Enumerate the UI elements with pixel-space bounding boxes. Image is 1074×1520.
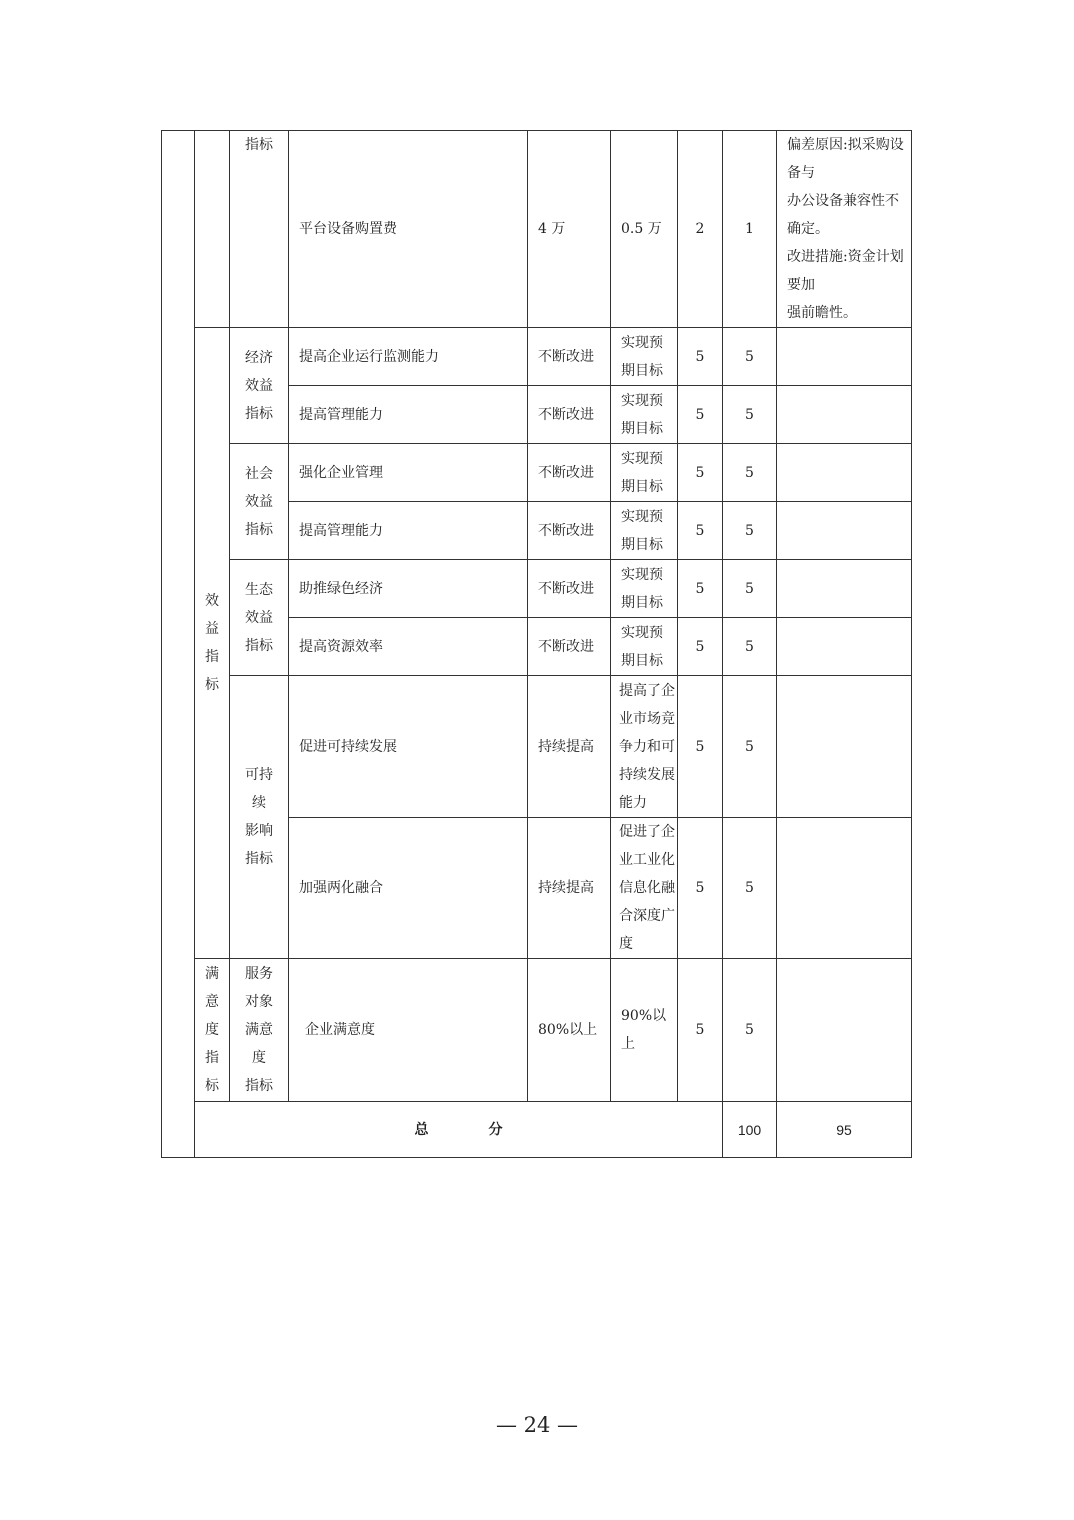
score-cell: 5 bbox=[723, 444, 777, 502]
target-cell: 不断改进 bbox=[528, 560, 611, 618]
satisfaction-group-label: 满 意 度 指 标 bbox=[195, 959, 230, 1102]
score-cell: 5 bbox=[723, 502, 777, 560]
table-row bbox=[162, 131, 912, 328]
indicator-cell: 强化企业管理 bbox=[289, 444, 528, 502]
tier1-cell bbox=[162, 131, 195, 1158]
table-row bbox=[162, 560, 912, 618]
actual-cell: 实现预 期目标 bbox=[611, 444, 678, 502]
score-cell: 1 bbox=[723, 131, 777, 328]
actual-cell: 实现预 期目标 bbox=[611, 618, 678, 676]
indicator-cell: 提高资源效率 bbox=[289, 618, 528, 676]
target-cell: 持续提高 bbox=[528, 818, 611, 959]
indicator-cell: 助推绿色经济 bbox=[289, 560, 528, 618]
target-cell: 4 万 bbox=[528, 131, 611, 328]
note-cell bbox=[777, 328, 912, 386]
score-cell: 5 bbox=[723, 618, 777, 676]
sustainable-label: 可持 续 影响 指标 bbox=[230, 676, 289, 959]
deviation-note: 偏差原因:拟采购设备与 办公设备兼容性不确定。 改进措施:资金计划要加 强前瞻性。 bbox=[777, 131, 912, 328]
score-cell: 5 bbox=[723, 818, 777, 959]
weight-cell: 5 bbox=[678, 560, 723, 618]
weight-cell: 5 bbox=[678, 959, 723, 1102]
score-cell: 5 bbox=[723, 959, 777, 1102]
target-cell: 持续提高 bbox=[528, 676, 611, 818]
actual-cell: 90%以 上 bbox=[611, 959, 678, 1102]
actual-cell: 实现预 期目标 bbox=[611, 386, 678, 444]
tier3-label: 指标 bbox=[230, 131, 289, 328]
actual-cell: 促进了企 业工业化 信息化融 合深度广 度 bbox=[611, 818, 678, 959]
actual-cell: 提高了企 业市场竞 争力和可 持续发展 能力 bbox=[611, 676, 678, 818]
note-cell bbox=[777, 818, 912, 959]
note-cell bbox=[777, 618, 912, 676]
target-cell: 不断改进 bbox=[528, 386, 611, 444]
indicator-cell: 提高管理能力 bbox=[289, 502, 528, 560]
target-cell: 不断改进 bbox=[528, 444, 611, 502]
note-cell bbox=[777, 959, 912, 1102]
target-cell: 80%以上 bbox=[528, 959, 611, 1102]
total-row bbox=[162, 1102, 912, 1158]
score-cell: 5 bbox=[723, 560, 777, 618]
note-cell bbox=[777, 444, 912, 502]
indicator-cell: 平台设备购置费 bbox=[289, 131, 528, 328]
weight-cell: 2 bbox=[678, 131, 723, 328]
note-cell bbox=[777, 502, 912, 560]
page-number: — 24 — bbox=[495, 1413, 579, 1437]
weight-cell: 5 bbox=[678, 444, 723, 502]
indicator-cell: 促进可持续发展 bbox=[289, 676, 528, 818]
weight-cell: 5 bbox=[678, 676, 723, 818]
target-cell: 不断改进 bbox=[528, 618, 611, 676]
indicator-cell: 提高管理能力 bbox=[289, 386, 528, 444]
table-row bbox=[162, 328, 912, 386]
table-row bbox=[162, 959, 912, 1102]
tier2-cell bbox=[195, 131, 230, 328]
indicator-cell: 提高企业运行监测能力 bbox=[289, 328, 528, 386]
score-cell: 5 bbox=[723, 676, 777, 818]
social-label: 社会 效益 指标 bbox=[230, 444, 289, 560]
indicator-cell: 企业满意度 bbox=[289, 959, 528, 1102]
ecological-label: 生态 效益 指标 bbox=[230, 560, 289, 676]
total-weight: 100 bbox=[723, 1102, 777, 1158]
actual-cell: 实现预 期目标 bbox=[611, 328, 678, 386]
score-cell: 5 bbox=[723, 328, 777, 386]
indicator-cell: 加强两化融合 bbox=[289, 818, 528, 959]
economic-label: 经济 效益 指标 bbox=[230, 328, 289, 444]
note-cell bbox=[777, 560, 912, 618]
target-cell: 不断改进 bbox=[528, 502, 611, 560]
total-score: 95 bbox=[777, 1102, 912, 1158]
note-cell bbox=[777, 676, 912, 818]
actual-cell: 0.5 万 bbox=[611, 131, 678, 328]
weight-cell: 5 bbox=[678, 386, 723, 444]
performance-table bbox=[161, 130, 912, 1158]
total-label: 总 分 bbox=[195, 1102, 723, 1158]
weight-cell: 5 bbox=[678, 502, 723, 560]
satisfaction-label: 服务 对象 满意 度 指标 bbox=[230, 959, 289, 1102]
weight-cell: 5 bbox=[678, 328, 723, 386]
table-row bbox=[162, 444, 912, 502]
benefit-group-label: 效 益 指 标 bbox=[195, 328, 230, 959]
actual-cell: 实现预 期目标 bbox=[611, 560, 678, 618]
table-row bbox=[162, 676, 912, 818]
weight-cell: 5 bbox=[678, 618, 723, 676]
note-cell bbox=[777, 386, 912, 444]
score-cell: 5 bbox=[723, 386, 777, 444]
target-cell: 不断改进 bbox=[528, 328, 611, 386]
weight-cell: 5 bbox=[678, 818, 723, 959]
actual-cell: 实现预 期目标 bbox=[611, 502, 678, 560]
